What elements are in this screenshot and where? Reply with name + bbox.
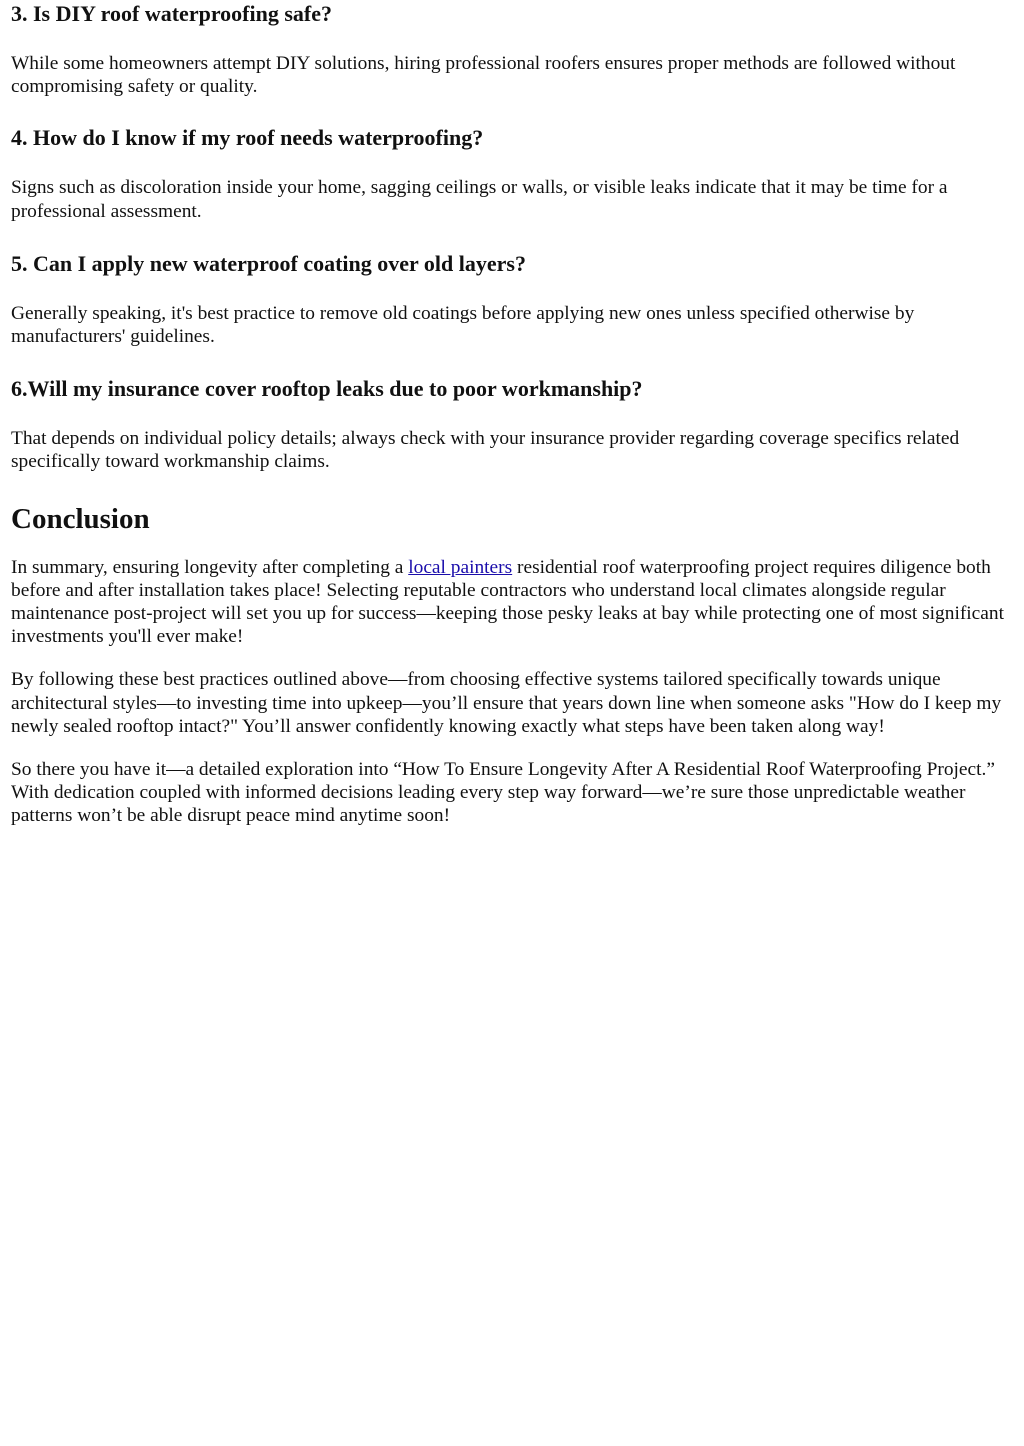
conclusion-p1-text-start: In summary, ensuring longevity after completing a [11,556,409,578]
faq-answer-5: Generally speaking, it's best practice to remove old coatings before applying new ones unless specified otherwise by manufacturers' guidelines. [11,302,915,348]
conclusion-p1-text-end: residential roof waterproofing project requires diligence both before and after installation takes place! Selecting reputable contractors who understand local climates alongside regular maintenance post-project will set you up for success—keeping those pesky leaks at bay while protecting one of most significant investments you'll ever make! [11,556,1004,648]
faq-question-5: 5. Can I apply new waterproof coating over old layers? [11,250,526,276]
conclusion-heading: Conclusion [11,502,150,535]
faq-question-3: 3. Is DIY roof waterproofing safe? [11,1,333,26]
faq-question-6: 6.Will my insurance cover rooftop leaks due to poor workmanship? [11,376,643,402]
local-painters-link[interactable]: local painters [408,556,513,578]
faq-answer-3: While some homeowners attempt DIY solutions, hiring professional roofers ensures proper methods are followed without compromising safety or quality. [11,53,956,98]
conclusion-paragraph-1 [11,556,1014,649]
conclusion-paragraph-3: So there you have it—a detailed exploration into “How To Ensure Longevity After A Residential Roof Waterproofing Project.” With dedication coupled with informed decisions leading every step way forward—we’re sure those unpredictable weather patterns won’t be able disrupt peace mind anytime soon! [11,759,995,827]
conclusion-paragraph-2: By following these best practices outlined above—from choosing effective systems tailored specifically towards unique architectural styles—to investing time into upkeep—you’ll ensure that years down line when someone asks "How do I keep my newly sealed rooftop intact?" You’ll answer confidently knowing exactly what steps have been taken along way! [11,669,1002,737]
faq-answer-6: That depends on individual policy details; always check with your insurance provider regarding coverage specifics related specifically toward workmanship claims. [11,428,960,473]
faq-answer-4: Signs such as discoloration inside your home, sagging ceilings or walls, or visible leaks indicate that it may be time for a professional assessment. [11,177,948,222]
faq-question-4: 4. How do I know if my roof needs waterproofing? [11,125,484,151]
